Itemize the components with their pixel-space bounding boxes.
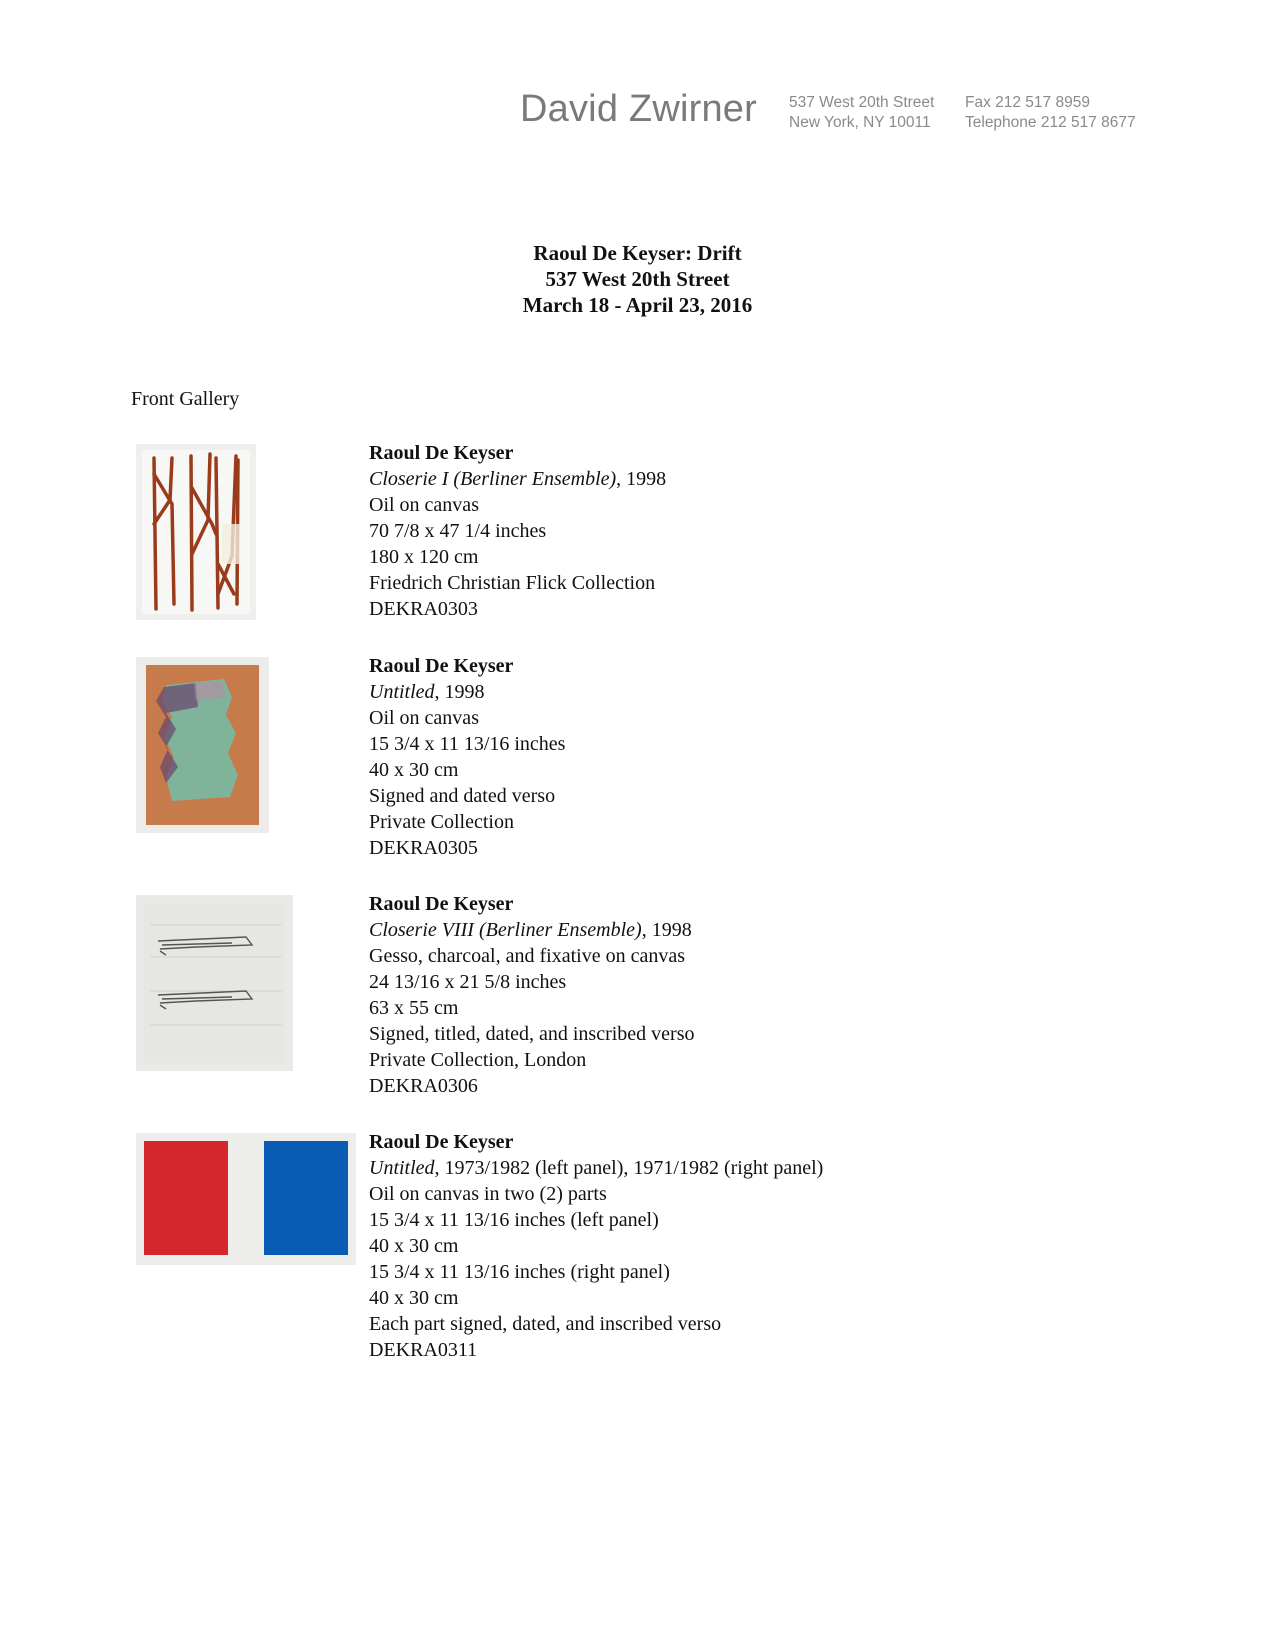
artist-name: Raoul De Keyser — [369, 893, 514, 915]
exhibition-heading — [0, 240, 1275, 318]
address-line-1: 537 West 20th Street — [789, 94, 935, 111]
artwork-year: , 1998 — [616, 468, 667, 490]
artist-name: Raoul De Keyser — [369, 442, 514, 464]
artwork-title: Closerie VIII (Berliner Ensemble) — [369, 919, 642, 941]
section-label: Front Gallery — [131, 388, 240, 410]
artwork-year: , 1973/1982 (left panel), 1971/1982 (right panel) — [434, 1157, 824, 1179]
artwork-caption — [369, 1129, 823, 1363]
inventory-number: DEKRA0305 — [369, 837, 478, 859]
title-line — [369, 679, 565, 705]
medium: Gesso, charcoal, and fixative on canvas — [369, 945, 685, 967]
exhibition-title: Raoul De Keyser: Drift — [533, 241, 742, 265]
artist-name: Raoul De Keyser — [369, 655, 514, 677]
inventory-number: DEKRA0311 — [369, 1339, 478, 1361]
fax-number: Fax 212 517 8959 — [965, 94, 1090, 111]
dimensions-cm: 40 x 30 cm — [369, 759, 459, 781]
artwork-year: , 1998 — [434, 681, 485, 703]
dimensions-cm-left: 40 x 30 cm — [369, 1235, 459, 1257]
dimensions-inches: 70 7/8 x 47 1/4 inches — [369, 520, 547, 542]
artwork-title: Untitled — [369, 681, 435, 703]
dimensions-inches-right: 15 3/4 x 11 13/16 inches (right panel) — [369, 1261, 670, 1283]
artwork-year: , 1998 — [641, 919, 692, 941]
inventory-number: DEKRA0306 — [369, 1075, 478, 1097]
dimensions-cm-right: 40 x 30 cm — [369, 1287, 459, 1309]
inscription: Each part signed, dated, and inscribed verso — [369, 1313, 722, 1335]
artwork-thumbnail — [136, 895, 293, 1071]
telephone-number: Telephone 212 517 8677 — [965, 114, 1136, 131]
artwork-thumbnail — [136, 1133, 356, 1265]
medium: Oil on canvas in two (2) parts — [369, 1183, 607, 1205]
inscription: Signed, titled, dated, and inscribed verso — [369, 1023, 695, 1045]
brand-logo: David Zwirner — [520, 88, 757, 130]
gallery-address — [789, 93, 934, 133]
medium: Oil on canvas — [369, 707, 479, 729]
dimensions-inches: 24 13/16 x 21 5/8 inches — [369, 971, 567, 993]
collection: Private Collection, London — [369, 1049, 587, 1071]
letterhead — [0, 0, 1275, 150]
artwork-thumbnail — [136, 657, 269, 833]
inscription: Signed and dated verso — [369, 785, 556, 807]
dimensions-cm: 63 x 55 cm — [369, 997, 459, 1019]
exhibition-location: 537 West 20th Street — [545, 267, 730, 291]
medium: Oil on canvas — [369, 494, 479, 516]
artwork-thumbnail — [136, 444, 256, 620]
dimensions-inches-left: 15 3/4 x 11 13/16 inches (left panel) — [369, 1209, 659, 1231]
artwork-title: Closerie I (Berliner Ensemble) — [369, 468, 617, 490]
artwork-caption — [369, 440, 666, 622]
dimensions-cm: 180 x 120 cm — [369, 546, 479, 568]
artwork-caption — [369, 891, 694, 1099]
artist-name: Raoul De Keyser — [369, 1131, 514, 1153]
inventory-number: DEKRA0303 — [369, 598, 478, 620]
collection: Friedrich Christian Flick Collection — [369, 572, 656, 594]
address-line-2: New York, NY 10011 — [789, 114, 931, 131]
exhibition-dates: March 18 - April 23, 2016 — [522, 293, 753, 317]
artwork-title: Untitled — [369, 1157, 435, 1179]
artwork-caption — [369, 653, 565, 861]
gallery-contact — [965, 93, 1136, 133]
title-line — [369, 917, 694, 943]
collection: Private Collection — [369, 811, 514, 833]
title-line — [369, 1155, 823, 1181]
dimensions-inches: 15 3/4 x 11 13/16 inches — [369, 733, 566, 755]
title-line — [369, 466, 666, 492]
